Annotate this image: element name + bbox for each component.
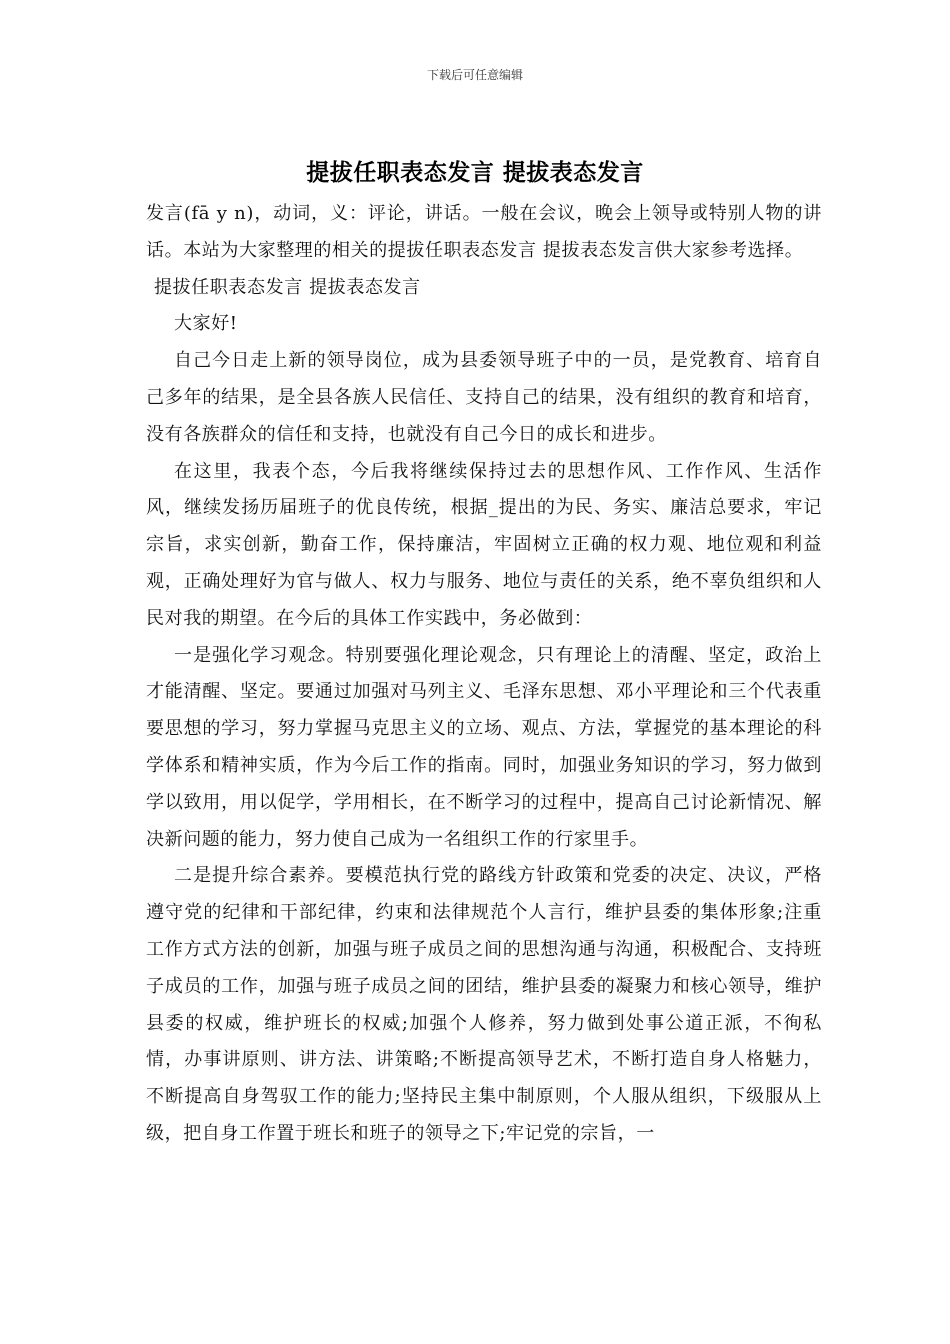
greeting-paragraph: 大家好!: [174, 313, 238, 335]
body-paragraph: 二是提升综合素养。要模范执行党的路线方针政策和党委的决定、决议，严格遵守党的纪律和干部纪律，约束和法律规范个人言行，维护县委的集体形象;注重工作方式方法的创新，加强与班子成员之间的思想沟通与沟通，积极配合、支持班子成员的工作，加强与班子成员之间的团结，维护县委的凝聚力和核心领导，维护县委的权威，维护班长的权威;加强个人修养，努力做到处事公道正派，不徇私情，办事讲原则、讲方法、讲策略;不断提高领导艺术，不断打造自身人格魅力，不断提高自身驾驭工作的能力;坚持民主集中制原则，个人服从组织，下级服从上级，把自身工作置于班长和班子的领导之下;牢记党的宗旨，一: [146, 865, 822, 1144]
body-paragraph: 自己今日走上新的领导岗位，成为县委领导班子中的一员，是党教育、培育自己多年的结果，是全县各族人民信任、支持自己的结果，没有组织的教育和培育，没有各族群众的信任和支持，也就没有自己今日的成长和进步。: [146, 350, 822, 445]
header-note: 下载后可任意编辑: [426, 68, 523, 82]
intro-paragraph: 发言(fā y n)，动词，义：评论，讲话。一般在会议，晚会上领导或特别人物的讲话。本站为大家整理的相关的提拔任职表态发言 提拔表态发言供大家参考选择。: [146, 203, 822, 261]
section-heading: 提拔任职表态发言 提拔表态发言: [154, 276, 421, 298]
document-title: 提拔任职表态发言 提拔表态发言: [306, 160, 644, 186]
body-paragraph: 在这里，我表个态，今后我将继续保持过去的思想作风、工作作风、生活作风，继续发扬历届班子的优良传统，根据_提出的为民、务实、廉洁总要求，牢记宗旨，求实创新，勤奋工作，保持廉洁，牢固树立正确的权力观、地位观和利益观，正确处理好为官与做人、权力与服务、地位与责任的关系，绝不辜负组织和人民对我的期望。在今后的具体工作实践中，务必做到：: [146, 460, 822, 629]
document-body: [146, 196, 822, 1153]
body-paragraph: 一是强化学习观念。特别要强化理论观念，只有理论上的清醒、坚定，政治上才能清醒、坚定。要通过加强对马列主义、毛泽东思想、邓小平理论和三个代表重要思想的学习，努力掌握马克思主义的立场、观点、方法，掌握党的基本理论的科学体系和精神实质，作为今后工作的指南。同时，加强业务知识的学习，努力做到学以致用，用以促学，学用相长，在不断学习的过程中，提高自己讨论新情况、解决新问题的能力，努力使自己成为一名组织工作的行家里手。: [146, 644, 822, 850]
